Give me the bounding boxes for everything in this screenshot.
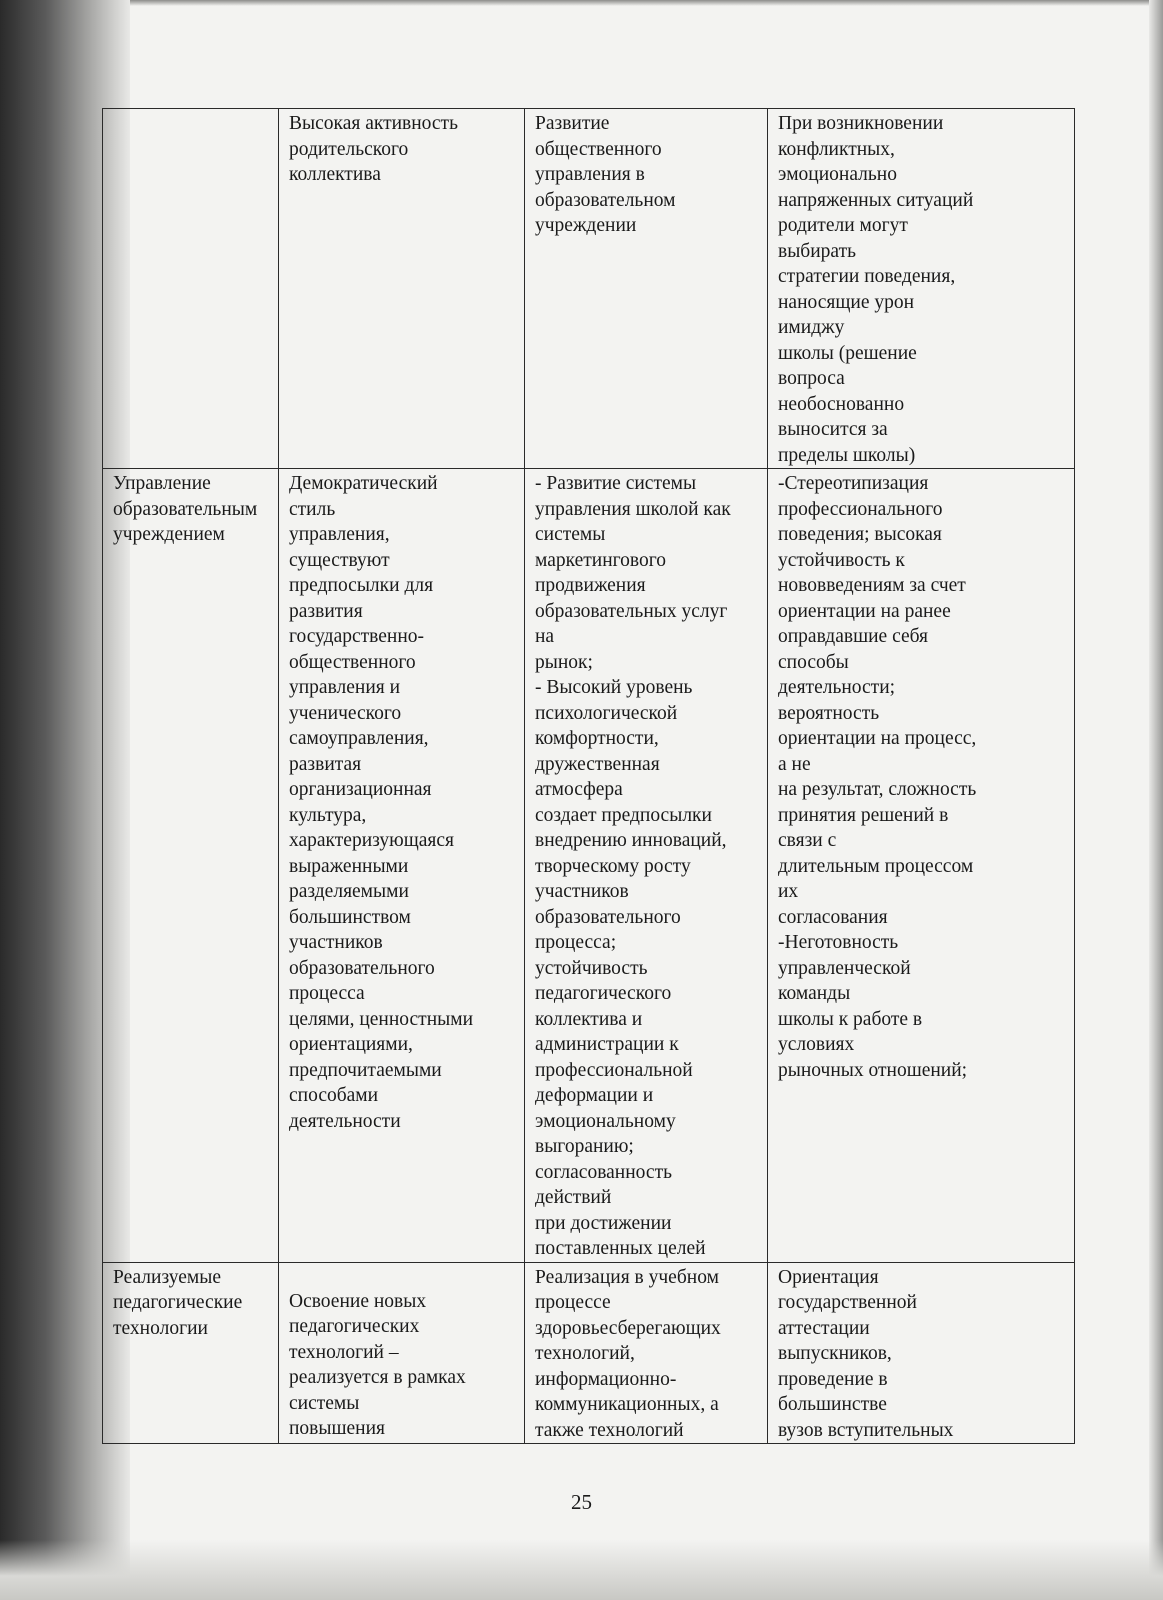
document-table [102,108,1075,1444]
table-cell-strength: Высокая активность родительского коллектива [279,109,525,469]
table-cell-risk: Ориентация государственной аттестации выпускников, проведение в большинстве вузов вступительных [768,1262,1075,1444]
scan-shadow-bottom [0,1540,1163,1600]
table-cell-strength: Демократический стиль управления, существуют предпосылки для развития государственно- общественного управления и ученического самоуправления, развитая организационная культура, характеризующаяся выраженными разделяемыми большинством участников образовательного процесса целями, ценностными ориентациями, предпочитаемыми способами деятельности [279,469,525,1263]
page-top-edge [130,0,1163,6]
table-row [103,469,1075,1263]
page-number: 25 [571,1490,592,1514]
table-cell-category: Реализуемые педагогические технологии [103,1262,279,1444]
table-cell-risk: При возникновении конфликтных, эмоционально напряженных ситуаций родители могут выбирать стратегии поведения, наносящие урон имиджу школы (решение вопроса необоснованно выносится за пределы школы) [768,109,1075,469]
table-cell-opportunity: Развитие общественного управления в образовательном учреждении [525,109,768,469]
table-cell-category [103,109,279,469]
table-cell-strength: Освоение новых педагогических технологий – реализуется в рамках системы повышения [279,1262,525,1444]
table-cell-category: Управление образовательным учреждением [103,469,279,1263]
scan-shadow-right [1149,0,1163,1600]
table-row [103,1262,1075,1444]
table-row [103,109,1075,469]
table-cell-risk: -Стереотипизация профессионального поведения; высокая устойчивость к нововведениям за счет ориентации на ранее оправдавшие себя способы деятельности; вероятность ориентации на процесс, а не на результат, сложность принятия решений в связи с длительным процессом их согласования -Неготовность управленческой команды школы к работе в условиях рыночных отношений; [768,469,1075,1263]
table-cell-opportunity: Реализация в учебном процессе здоровьесберегающих технологий, информационно- коммуникационных, а также технологий [525,1262,768,1444]
table-cell-opportunity: - Развитие системы управления школой как системы маркетингового продвижения образовательных услуг на рынок; - Высокий уровень психологической комфортности, дружественная атмосфера создает предпосылки внедрению инноваций, творческому росту участников образовательного процесса; устойчивость педагогического коллектива и администрации к профессиональной деформации и эмоциональному выгоранию; согласованность действий при достижении поставленных целей [525,469,768,1263]
